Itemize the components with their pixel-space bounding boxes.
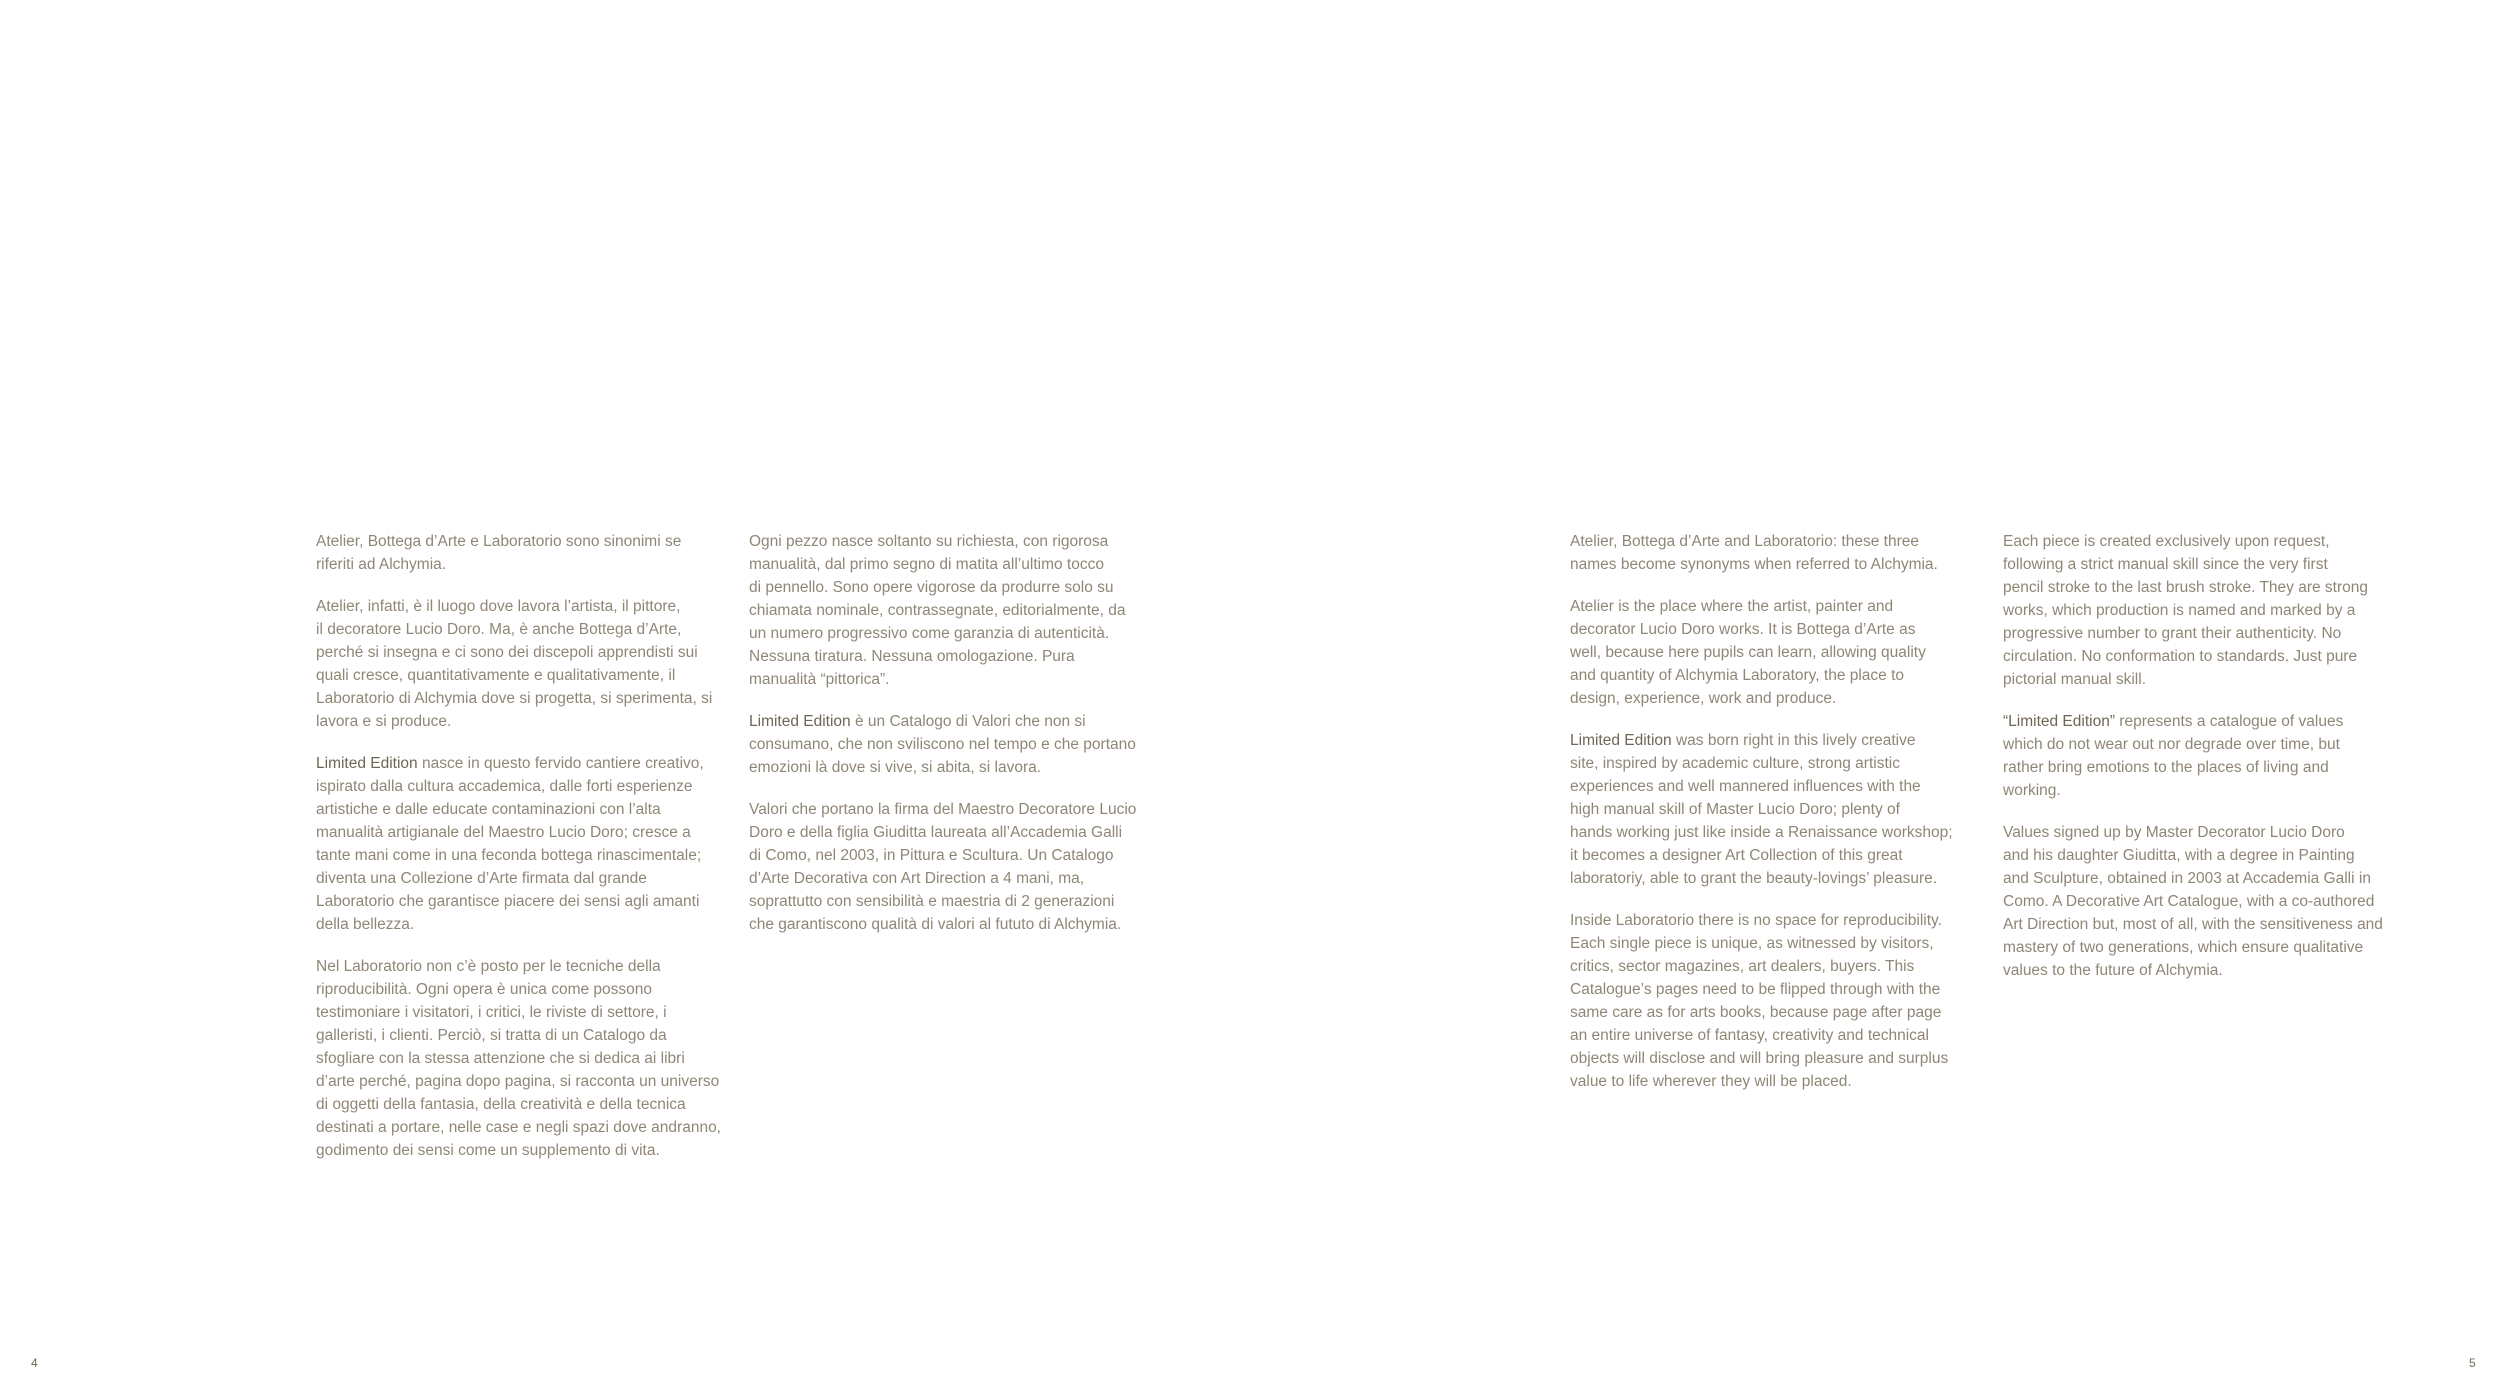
paragraph-text: è un Catalogo di Valori che non si consumano, che non sviliscono nel tempo e che portano emozioni là dove si vive, si abita, si lavora.	[749, 713, 1136, 776]
paragraph	[316, 530, 731, 576]
paragraph	[1570, 530, 1985, 576]
paragraph-text: was born right in this lively creative site, inspired by academic culture, strong artistic experiences and well mannered influences with the high manual skill of Master Lucio Doro; plenty of hands working just like inside a Renaissance workshop; it becomes a designer Art Collection of this great laboratoriy, able to grant the beauty-lovings’ pleasure.	[1570, 732, 1953, 887]
paragraph	[749, 798, 1164, 936]
paragraph-text: Atelier, Bottega d’Arte and Laboratorio: these three names become synonyms when referred to Alchymia.	[1570, 533, 1938, 573]
paragraph-text: Valori che portano la firma del Maestro Decoratore Lucio Doro e della figlia Giuditta laureata all’Accademia Galli di Como, nel 2003, in Pittura e Scultura. Un Catalogo d’Arte Decorativa con Art Direction a 4 mani, ma, soprattutto con sensibilità e maestria di 2 generazioni che garantiscono qualità di valori al fututo di Alchymia.	[749, 801, 1137, 933]
paragraph-lead: Limited Edition	[749, 713, 851, 730]
paragraph-text: Atelier is the place where the artist, painter and decorator Lucio Doro works. It is Bottega d’Arte as well, because here pupils can learn, allowing quality and quantity of Alchymia Laboratory, the place to design, experience, work and produce.	[1570, 598, 1926, 707]
paragraph-text: nasce in questo fervido cantiere creativo, ispirato dalla cultura accademica, dalle forti esperienze artistiche e dalle educate contaminazioni con l’alta manualità artigianale del Maestro Lucio Doro; cresce a tante mani come in una feconda bottega rinascimentale; diventa una Collezione d’Arte firmata dal grande Laboratorio che garantisce piacere dei sensi agli amanti della bellezza.	[316, 755, 704, 933]
paragraph	[1570, 909, 1985, 1093]
paragraph	[316, 955, 731, 1162]
paragraph-lead: Limited Edition	[316, 755, 418, 772]
paragraph	[316, 595, 731, 733]
paragraph	[2003, 710, 2423, 802]
paragraph-lead: “Limited Edition”	[2003, 713, 2115, 730]
paragraph-text: Values signed up by Master Decorator Lucio Doro and his daughter Giuditta, with a degree in Painting and Sculpture, obtained in 2003 at Accademia Galli in Como. A Decorative Art Catalogue, with a co-authored Art Direction but, most of all, with the sensitiveness and mastery of two generations, which ensure qualitative values to the future of Alchymia.	[2003, 824, 2383, 979]
paragraph-text: Atelier, Bottega d’Arte e Laboratorio sono sinonimi se riferiti ad Alchymia.	[316, 533, 682, 573]
paragraph-text: Atelier, infatti, è il luogo dove lavora l’artista, il pittore, il decoratore Lucio Doro. Ma, è anche Bottega d’Arte, perché si insegna e ci sono dei discepoli apprendisti sui quali cresce, quantitativamente e qualitativamente, il Laboratorio di Alchymia dove si progetta, si sperimenta, si lavora e si produce.	[316, 598, 713, 730]
paragraph	[1570, 595, 1985, 710]
paragraph	[316, 752, 731, 936]
italian-text-column-1	[316, 530, 731, 1181]
paragraph	[2003, 530, 2423, 691]
paragraph	[2003, 821, 2423, 982]
paragraph-lead: Limited Edition	[1570, 732, 1672, 749]
paragraph-text: Nel Laboratorio non c’è posto per le tecniche della riproducibilità. Ogni opera è unica come possono testimoniare i visitatori, i critici, le riviste di settore, i galleristi, i clienti. Perciò, si tratta di un Catalogo da sfogliare con la stessa attenzione che si dedica ai libri d’arte perché, pagina dopo pagina, si racconta un universo di oggetti della fantasia, della creatività e della tecnica destinati a portare, nelle case e negli spazi dove andranno, godimento dei sensi come un supplemento di vita.	[316, 958, 721, 1159]
page-number-left: 4	[31, 1356, 38, 1370]
paragraph	[1570, 729, 1985, 890]
page-number-right: 5	[2469, 1356, 2476, 1370]
italian-text-column-2	[749, 530, 1164, 955]
paragraph-text: Ogni pezzo nasce soltanto su richiesta, con rigorosa manualità, dal primo segno di matita all’ultimo tocco di pennello. Sono opere vigorose da produrre solo su chiamata nominale, contrassegnate, editorialmente, da un numero progressivo come garanzia di autenticità. Nessuna tiratura. Nessuna omologazione. Pura manualità “pittorica”.	[749, 533, 1126, 688]
paragraph-text: represents a catalogue of values which do not wear out nor degrade over time, but rather bring emotions to the places of living and working.	[2003, 713, 2344, 799]
paragraph	[749, 530, 1164, 691]
paragraph	[749, 710, 1164, 779]
paragraph-text: Inside Laboratorio there is no space for reproducibility. Each single piece is unique, as witnessed by visitors, critics, sector magazines, art dealers, buyers. This Catalogue’s pages need to be flipped through with the same care as for arts books, because page after page an entire universe of fantasy, creativity and technical objects will disclose and will bring pleasure and surplus value to life wherever they will be placed.	[1570, 912, 1949, 1090]
paragraph-text: Each piece is created exclusively upon request, following a strict manual skill since the very first pencil stroke to the last brush stroke. They are strong works, which production is named and marked by a progressive number to grant their authenticity. No circulation. No conformation to standards. Just pure pictorial manual skill.	[2003, 533, 2369, 688]
english-text-column-1	[1570, 530, 1985, 1112]
english-text-column-2	[2003, 530, 2423, 1001]
